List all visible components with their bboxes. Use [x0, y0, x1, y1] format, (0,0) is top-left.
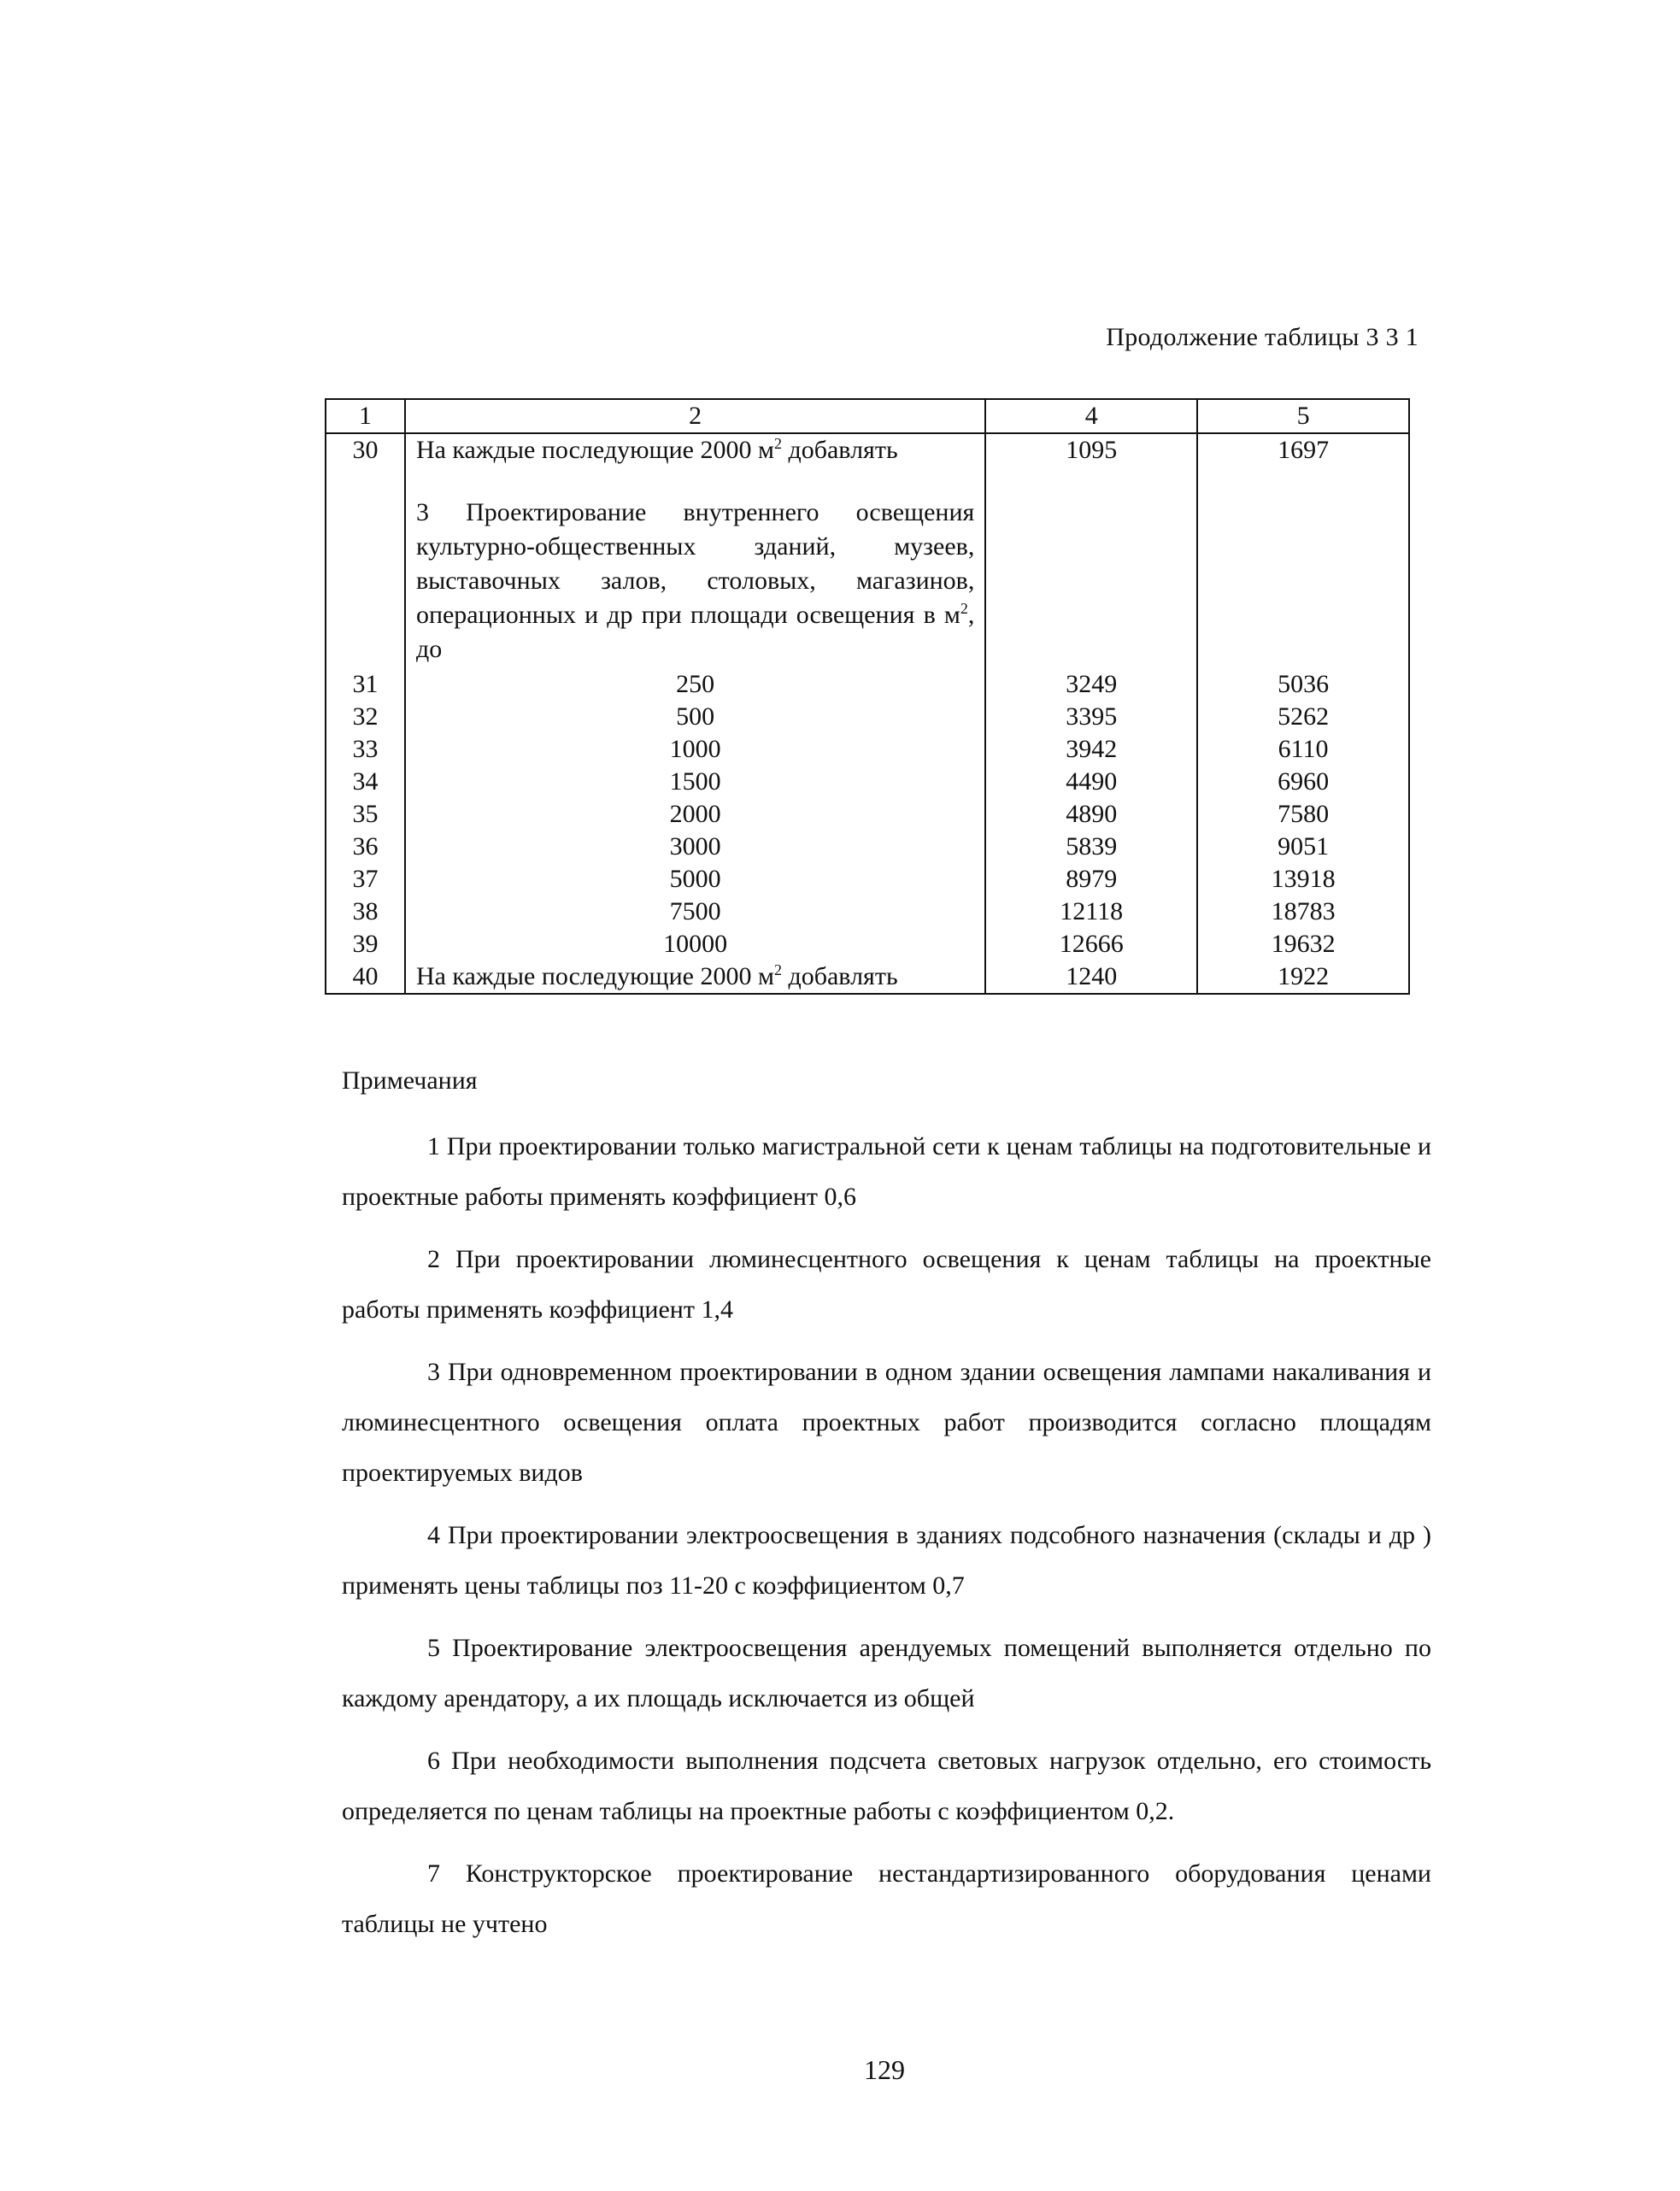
price-table — [325, 398, 1410, 995]
header-col-4: 4 — [985, 399, 1197, 433]
total-price: 5036 — [1197, 668, 1409, 701]
design-price: 12118 — [985, 896, 1197, 928]
design-price: 3249 — [985, 668, 1197, 701]
design-price: 3395 — [985, 701, 1197, 733]
design-price: 12666 — [985, 928, 1197, 960]
table-row — [326, 733, 1409, 766]
area-value: 7500 — [405, 896, 985, 928]
table-row — [326, 960, 1409, 994]
design-price: 4890 — [985, 798, 1197, 831]
area-value: 250 — [405, 668, 985, 701]
table-row — [326, 701, 1409, 733]
note-item: 5 Проектирование электроосвещения арендуемых помещений выполняется отдельно по каждому арендатору, а их площадь исключается из общей — [342, 1634, 1431, 1712]
table-row — [326, 766, 1409, 798]
note-item: 6 При необходимости выполнения подсчета световых нагрузок отдельно, его стоимость определяется по ценам таблицы на проектные работы с коэффициентом 0,2. — [342, 1747, 1431, 1825]
table-row — [326, 798, 1409, 831]
table-row — [326, 433, 1409, 467]
table-caption: Продолжение таблицы 3 3 1 — [1106, 323, 1419, 351]
notes-title: Примечания — [342, 1066, 478, 1095]
note-item: 3 При одновременном проектировании в одном здании освещения лампами накаливания и люминесцентного освещения оплата проектных работ производится согласно площадям проектируемых видов — [342, 1358, 1431, 1487]
area-value: 10000 — [405, 928, 985, 960]
row-number: 34 — [326, 766, 405, 798]
header-col-1: 1 — [326, 399, 405, 433]
row-number: 38 — [326, 896, 405, 928]
area-value: 2000 — [405, 798, 985, 831]
total-price: 1697 — [1197, 433, 1409, 467]
row-number: 32 — [326, 701, 405, 733]
area-value: 500 — [405, 701, 985, 733]
row-number: 31 — [326, 668, 405, 701]
total-price: 9051 — [1197, 831, 1409, 863]
total-price: 19632 — [1197, 928, 1409, 960]
page-number: 129 — [864, 2054, 905, 2085]
area-value: 1500 — [405, 766, 985, 798]
section-row — [326, 467, 1409, 668]
note-item: 7 Конструкторское проектирование нестандартизированного оборудования ценами таблицы не учтено — [342, 1859, 1431, 1938]
note-item: 4 При проектировании электроосвещения в зданиях подсобного назначения (склады и др ) применять цены таблицы поз 11-20 с коэффициентом 0,7 — [342, 1521, 1431, 1600]
header-row — [326, 399, 1409, 433]
design-price: 5839 — [985, 831, 1197, 863]
row-number: 35 — [326, 798, 405, 831]
row-number: 37 — [326, 863, 405, 896]
row-description: На каждые последующие 2000 $м^2$ добавлять — [405, 960, 985, 994]
row-number: 36 — [326, 831, 405, 863]
design-price: 1240 — [985, 960, 1197, 994]
note-item: 2 При проектировании люминесцентного освещения к ценам таблицы на проектные работы применять коэффициент 1,4 — [342, 1245, 1431, 1324]
design-price: 1095 — [985, 433, 1197, 467]
total-price: 5262 — [1197, 701, 1409, 733]
table-row — [326, 863, 1409, 896]
total-price: 18783 — [1197, 896, 1409, 928]
row-number: 39 — [326, 928, 405, 960]
design-price: 4490 — [985, 766, 1197, 798]
design-price: 8979 — [985, 863, 1197, 896]
row-number: 30 — [326, 433, 405, 467]
header-col-5: 5 — [1197, 399, 1409, 433]
section-heading: 3 Проектирование внутреннего освещения культурно-общественных зданий, музеев, выставочных залов, столовых, магазинов, операционных и др при площади освещения в $м^2$, до — [405, 467, 985, 668]
total-price: 6960 — [1197, 766, 1409, 798]
table-row — [326, 928, 1409, 960]
area-value: 5000 — [405, 863, 985, 896]
row-number: 40 — [326, 960, 405, 994]
note-item: 1 При проектировании только магистральной сети к ценам таблицы на подготовительные и проектные работы применять коэффициент 0,6 — [342, 1132, 1431, 1211]
table-row — [326, 831, 1409, 863]
notes-list — [342, 1121, 1431, 1949]
row-description: На каждые последующие 2000 $м^2$ добавлять — [405, 433, 985, 467]
total-price: 6110 — [1197, 733, 1409, 766]
total-price: 13918 — [1197, 863, 1409, 896]
table-row — [326, 896, 1409, 928]
total-price: 7580 — [1197, 798, 1409, 831]
table-row — [326, 668, 1409, 701]
design-price: 3942 — [985, 733, 1197, 766]
area-value: 1000 — [405, 733, 985, 766]
notes-section — [342, 1066, 1431, 1961]
row-number: 33 — [326, 733, 405, 766]
total-price: 1922 — [1197, 960, 1409, 994]
area-value: 3000 — [405, 831, 985, 863]
header-col-2: 2 — [405, 399, 985, 433]
